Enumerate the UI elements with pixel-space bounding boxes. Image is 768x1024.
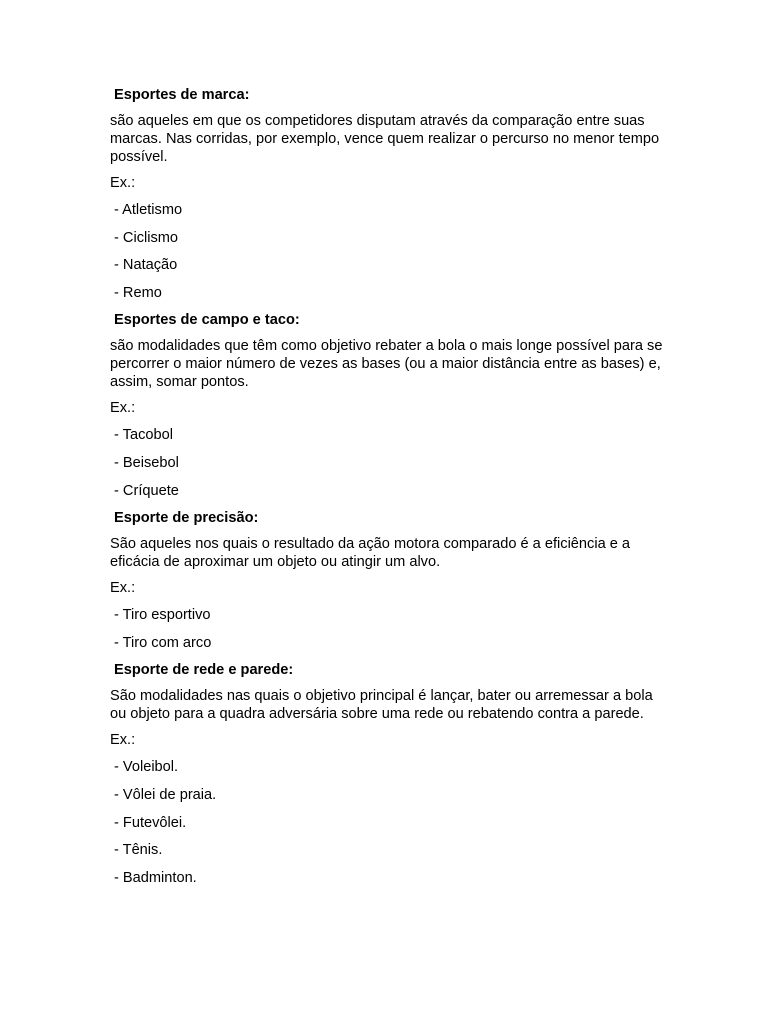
section-heading: Esportes de campo e taco: bbox=[114, 312, 300, 329]
list-item: - Badminton. bbox=[114, 869, 197, 886]
list-item: - Remo bbox=[114, 284, 162, 301]
list-item: - Tacobol bbox=[114, 427, 173, 444]
section-esporte-de-rede-e-parede bbox=[110, 661, 670, 886]
list-item: - Tênis. bbox=[114, 842, 163, 859]
list-item: - Voleibol. bbox=[114, 759, 179, 776]
section-heading: Esporte de precisão: bbox=[114, 510, 259, 527]
examples-list bbox=[110, 201, 670, 302]
examples-label: Ex.: bbox=[110, 400, 136, 417]
section-paragraph: São aqueles nos quais o resultado da ação motora comparado é a eficiência e a eficácia de aproximar um objeto ou atingir um alvo. bbox=[110, 536, 631, 571]
examples-label: Ex.: bbox=[110, 732, 136, 749]
section-heading: Esportes de marca: bbox=[114, 87, 250, 103]
list-item: - Natação bbox=[114, 257, 178, 274]
list-item: - Críquete bbox=[114, 482, 179, 499]
section-paragraph: são modalidades que têm como objetivo rebater a bola o mais longe possível para se percorrer o maior número de vezes as bases (ou a maior distância entre as bases) e, assim, somar pontos. bbox=[110, 338, 663, 391]
examples-list bbox=[110, 606, 670, 652]
examples-list bbox=[110, 426, 670, 499]
list-item: - Ciclismo bbox=[114, 229, 179, 246]
section-esportes-de-campo-e-taco bbox=[110, 311, 670, 499]
list-item: - Futevôlei. bbox=[114, 814, 187, 831]
list-item: - Atletismo bbox=[114, 202, 183, 218]
list-item: - Beisebol bbox=[114, 454, 179, 471]
examples-label: Ex.: bbox=[110, 175, 136, 191]
section-esportes-de-marca bbox=[110, 86, 670, 302]
section-paragraph: são aqueles em que os competidores disputam através da comparação entre suas marcas. Nas corridas, por exemplo, vence quem realizar o percurso no menor tempo possível. bbox=[110, 113, 660, 165]
section-esporte-de-precisao bbox=[110, 509, 670, 652]
list-item: - Tiro esportivo bbox=[114, 607, 211, 624]
list-item: - Vôlei de praia. bbox=[114, 786, 217, 803]
document-page bbox=[110, 86, 670, 896]
section-paragraph: São modalidades nas quais o objetivo principal é lançar, bater ou arremessar a bola ou objeto para a quadra adversária sobre uma rede ou rebatendo contra a parede. bbox=[110, 688, 653, 723]
list-item: - Tiro com arco bbox=[114, 634, 212, 651]
section-heading: Esporte de rede e parede: bbox=[114, 662, 294, 679]
examples-label: Ex.: bbox=[110, 580, 136, 597]
examples-list bbox=[110, 758, 670, 886]
